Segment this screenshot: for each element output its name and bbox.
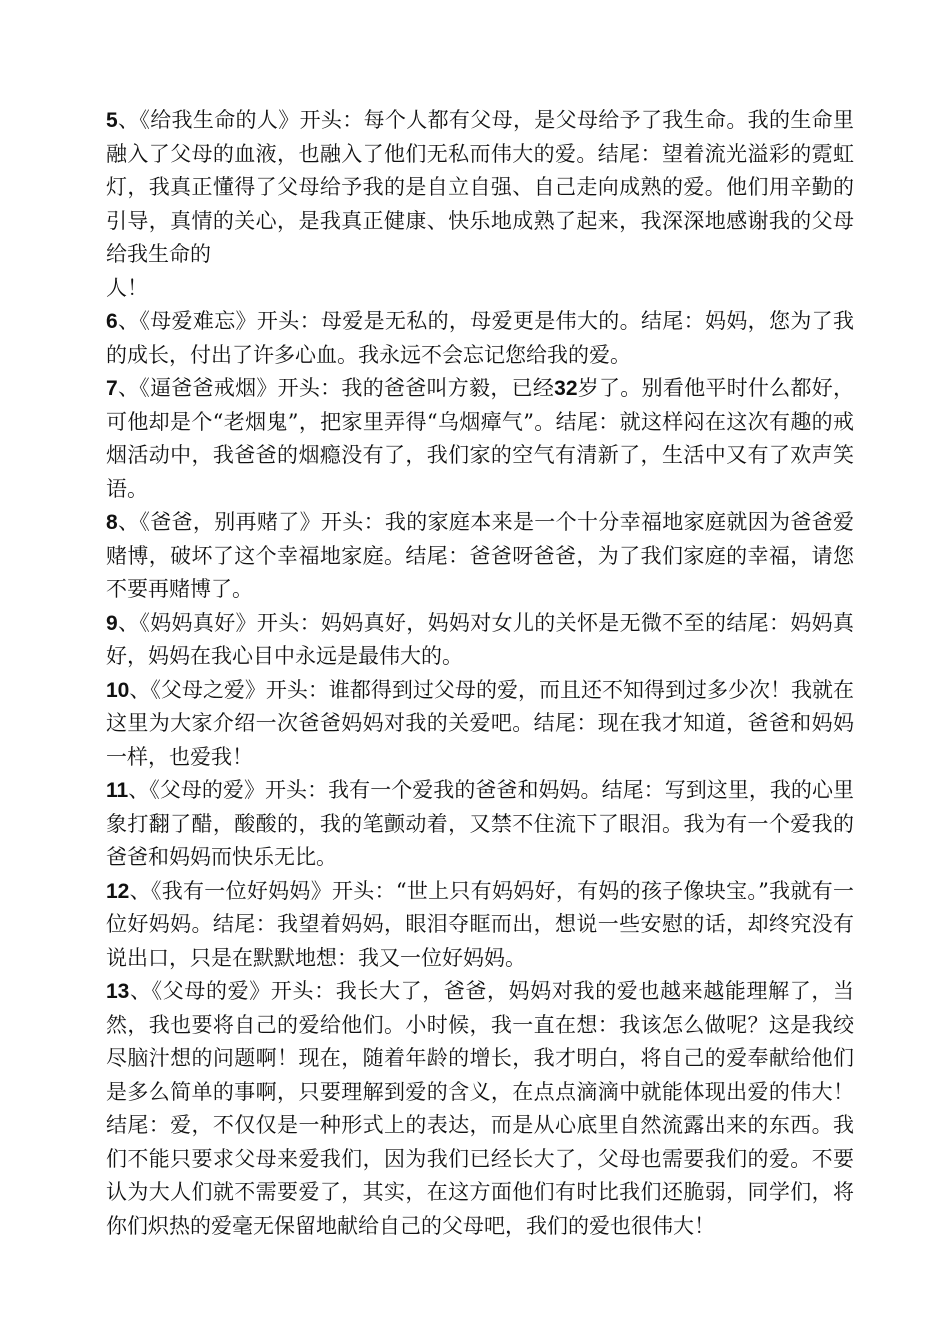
entry-number: 8: [106, 511, 118, 534]
entry-separator: 、: [117, 309, 140, 333]
entry-number: 5: [106, 109, 118, 132]
entry-separator: 、: [129, 979, 152, 1003]
entry-separator: 、: [117, 108, 140, 132]
entry-text: 《父母之爱》开头：谁都得到过父母的爱，而且还不知得到过多少次！我就在这里为大家介绍一次爸爸妈妈对我的关爱吧。结尾：现在我才知道，爸爸和妈妈一样，也爱我！: [106, 677, 855, 769]
entry-number: 7: [106, 377, 118, 400]
entry-text-before: 《逼爸爸戒烟》开头：我的爸爸叫方毅，已经: [139, 376, 555, 400]
entry-text: 《给我生命的人》开头：每个人都有父母，是父母给予了我生命。我的生命里融入了父母的血液，也融入了他们无私而伟大的爱。结尾：望着流光溢彩的霓虹灯，我真正懂得了父母给予我的是自立自强、自己走向成熟的爱。他们用辛勤的引导，真情的关心，是我真正健康、快乐地成熟了起来，我深深地感谢我的父母给我生命的: [106, 108, 855, 266]
entry-number: 9: [106, 611, 118, 635]
entry-11: [106, 774, 854, 875]
entry-8: [106, 506, 854, 607]
entry-separator: 、: [129, 878, 151, 903]
entry-text: 《父母的爱》开头：我长大了，爸爸，妈妈对我的爱也越来越能理解了，当然，我也要将自己的爱给他们。小时候，我一直在想：我该怎么做呢？这是我绞尽脑汁想的问题啊！现在，随着年龄的增长，我才明白，将自己的爱奉献给他们是多么简单的事啊，只要理解到爱的含义，在点点滴滴中就能体现出爱的伟大！结尾：爱，不仅仅是一种形式上的表达，而是从心底里自然流露出来的东西。我们不能只要求父母来爱我们，因为我们已经长大了，父母也需要我们的爱。不要认为大人们就不需要爱了，其实，在这方面他们有时比我们还脆弱，同学们，将你们炽热的爱毫无保留地献给自己的父母吧，我们的爱也很伟大！: [106, 979, 855, 1238]
entry-number: 12: [106, 879, 130, 903]
entry-number: 10: [106, 678, 130, 702]
entry-separator: 、: [117, 376, 140, 400]
entry-6: [106, 305, 854, 372]
entry-number: 13: [106, 980, 130, 1003]
entry-text: 《我有一位好妈妈》开头：“世上只有妈妈好，有妈的孩子像块宝。”我就有一位好妈妈。结尾：我望着妈妈，眼泪夺眶而出，想说一些安慰的话，却终究没有说出口，只是在默默地想：我又一位好妈妈。: [106, 878, 855, 970]
entry-separator: 、: [129, 677, 151, 702]
entry-12: [106, 875, 854, 976]
entry-age-number: 32: [554, 377, 578, 400]
entry-number: 11: [106, 779, 129, 802]
entry-number: 6: [106, 310, 118, 333]
entry-separator: 、: [117, 510, 140, 534]
entry-text: 《爸爸，别再赌了》开头：我的家庭本来是一个十分幸福地家庭就因为爸爸爱赌博，破坏了这个幸福地家庭。结尾：爸爸呀爸爸，为了我们家庭的幸福，请您不要再赌博了。: [106, 510, 855, 601]
entry-text: 《父母的爱》开头：我有一个爱我的爸爸和妈妈。结尾：写到这里，我的心里象打翻了醋，酸酸的，我的笔颤动着，又禁不住流下了眼泪。我为有一个爱我的爸爸和妈妈而快乐无比。: [106, 778, 855, 869]
entry-tail: 人！: [106, 275, 148, 300]
entry-separator: 、: [128, 778, 150, 802]
entry-7: [106, 372, 854, 506]
entry-text-after: 岁了。别看他平时什么都好，可他却是个“老烟鬼”，把家里弄得“乌烟瘴气”。结尾：就这样闷在这次有趣的戒烟活动中，我爸爸的烟瘾没有了，我们家的空气有清新了，生活中又有了欢声笑语。: [106, 376, 855, 501]
entry-text: 《母爱难忘》开头：母爱是无私的，母爱更是伟大的。结尾：妈妈，您为了我的成长，付出了许多心血。我永远不会忘记您给我的爱。: [106, 309, 855, 367]
entry-9: [106, 607, 854, 674]
entry-13: [106, 975, 854, 1243]
document-body: [106, 104, 854, 1243]
entry-separator: 、: [117, 610, 140, 635]
entry-5: [106, 104, 854, 305]
entry-10: [106, 674, 854, 775]
entry-text: 《妈妈真好》开头：妈妈真好，妈妈对女儿的关怀是无微不至的结尾：妈妈真好，妈妈在我心目中永远是最伟大的。: [106, 610, 855, 668]
